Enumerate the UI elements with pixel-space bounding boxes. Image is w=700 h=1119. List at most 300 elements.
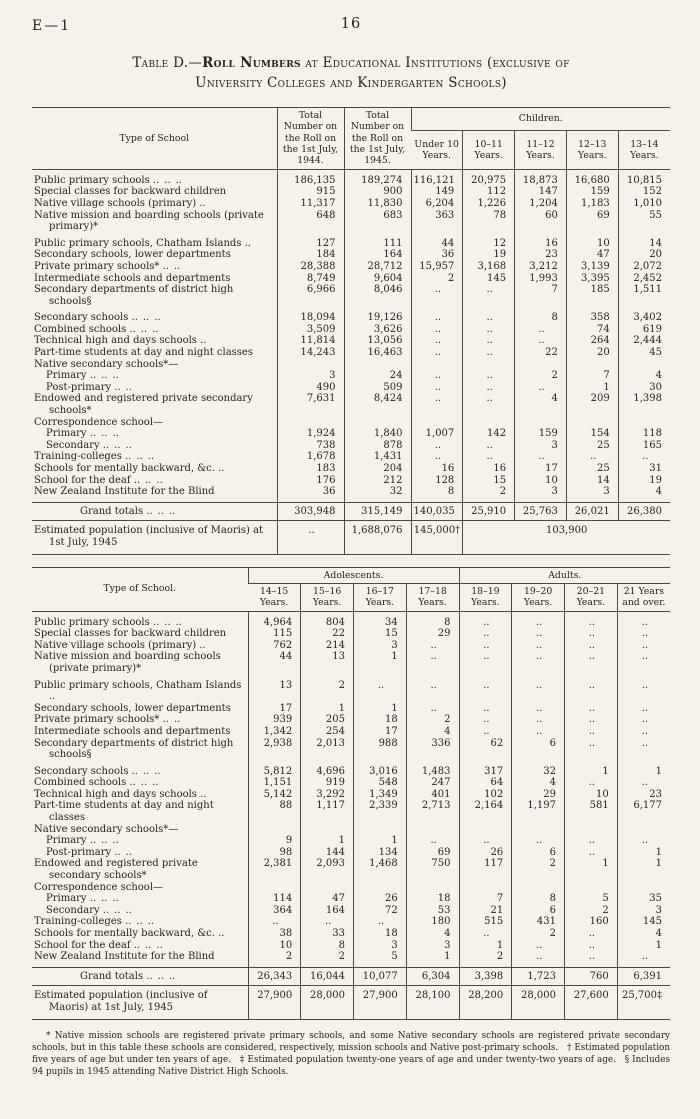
cell-value: 25,910 xyxy=(463,502,515,521)
cell-value xyxy=(515,359,567,371)
row-label: Estimated population (inclusive of Maoris) at 1st July, 1945 xyxy=(34,525,264,548)
cell-value xyxy=(515,417,567,429)
cell-value: 14 xyxy=(618,233,670,250)
cell-value: .. xyxy=(411,440,463,452)
cell-value: 32 xyxy=(512,761,565,778)
cell-value: 303,948 xyxy=(277,502,344,521)
cell-value: .. xyxy=(411,347,463,359)
cell-value: 185 xyxy=(566,284,618,307)
cell-value: .. xyxy=(463,324,515,336)
cell-value xyxy=(566,359,618,371)
cell-value xyxy=(617,882,670,894)
table-row xyxy=(32,835,670,847)
table-row xyxy=(32,284,670,307)
cell-value: .. xyxy=(512,640,565,652)
row-label: Technical high and days schools .. xyxy=(34,788,207,800)
cell-value: 13 xyxy=(301,651,354,674)
cell-value: .. xyxy=(565,847,618,859)
col-group-children: Children. xyxy=(411,108,670,131)
cell-value: 2 xyxy=(565,905,618,917)
cell-value: .. xyxy=(459,675,512,703)
table-row xyxy=(32,382,670,394)
row-label: Intermediate schools and departments xyxy=(34,272,231,284)
cell-value: 14,243 xyxy=(277,347,344,359)
table1-header xyxy=(32,108,670,170)
table-row xyxy=(32,417,670,429)
cell-value: .. xyxy=(411,284,463,307)
page-header xyxy=(32,16,670,36)
cell-value: 1,840 xyxy=(344,428,411,440)
cell-value xyxy=(301,882,354,894)
population-row xyxy=(32,986,670,1019)
table-row xyxy=(32,249,670,261)
cell-value: 804 xyxy=(301,611,354,628)
cell-value: 1,993 xyxy=(515,273,567,285)
row-label: Native secondary schools*— xyxy=(34,823,179,835)
cell-value: 13,056 xyxy=(344,335,411,347)
col-header-15-16: 15–16 Years. xyxy=(301,583,354,611)
cell-value: 45 xyxy=(618,347,670,359)
grand-totals-row xyxy=(32,502,670,521)
cell-value: 3,398 xyxy=(459,967,512,986)
cell-value: 878 xyxy=(344,440,411,452)
cell-value: .. xyxy=(459,835,512,847)
table-row xyxy=(32,905,670,917)
table-title xyxy=(32,54,670,93)
table2-footer xyxy=(32,967,670,1019)
row-label: Public primary schools, Chatham Islands .. xyxy=(34,679,242,703)
cell-value: 30 xyxy=(618,382,670,394)
cell-value: 3 xyxy=(515,440,567,452)
cell-value: 1,226 xyxy=(463,198,515,210)
cell-value: 7,631 xyxy=(277,393,344,416)
table-row xyxy=(32,198,670,210)
cell-value: 98 xyxy=(248,847,301,859)
cell-value xyxy=(411,359,463,371)
col-header-14-15: 14–15 Years. xyxy=(248,583,301,611)
cell-value xyxy=(617,824,670,836)
table-row xyxy=(32,714,670,726)
cell-value: .. xyxy=(512,611,565,628)
table-row xyxy=(32,882,670,894)
cell-value: 5 xyxy=(565,893,618,905)
cell-value: .. xyxy=(411,382,463,394)
cell-value: .. xyxy=(617,675,670,703)
cell-value: .. xyxy=(411,393,463,416)
cell-value: 26,021 xyxy=(566,502,618,521)
cell-value: .. xyxy=(406,640,459,652)
cell-value: 1 xyxy=(354,835,407,847)
cell-value: 1 xyxy=(354,703,407,715)
cell-value: 3,292 xyxy=(301,789,354,801)
cell-value: 10,815 xyxy=(618,169,670,186)
cell-value: .. xyxy=(565,951,618,967)
cell-value: 28,200 xyxy=(459,986,512,1019)
cell-value: 6 xyxy=(512,738,565,761)
cell-value: 69 xyxy=(566,210,618,233)
cell-value: 28,388 xyxy=(277,261,344,273)
cell-value: .. xyxy=(617,611,670,628)
row-label: Secondary .. .. .. xyxy=(46,439,132,451)
cell-value: 145 xyxy=(617,916,670,928)
cell-value: 17 xyxy=(354,726,407,738)
table-row xyxy=(32,186,670,198)
cell-value: 3,139 xyxy=(566,261,618,273)
footnotes: * Native mission schools are registered private primary schools, and some Native secondary schools are registered private secondary schools, but in this table these schools are considered, respectively, mission schools and Native post-primary schools. † Estimated population five years of age but under ten years of age. ‡ Estimated population twenty-one years of age and under twenty-two years of age. § Includes 94 pupils in 1945 attending Native District High Schools. xyxy=(32,1030,670,1077)
cell-value: .. xyxy=(459,628,512,640)
cell-value: 4,964 xyxy=(248,611,301,628)
cell-value: 159 xyxy=(566,186,618,198)
cell-value: 3,168 xyxy=(463,261,515,273)
cell-value: 27,900 xyxy=(354,986,407,1019)
cell-value: 915 xyxy=(277,186,344,198)
cell-value: .. xyxy=(463,335,515,347)
cell-value: .. xyxy=(515,451,567,463)
cell-value: 164 xyxy=(301,905,354,917)
table-row xyxy=(32,951,670,967)
cell-value: .. xyxy=(617,777,670,789)
cell-value: 69 xyxy=(406,847,459,859)
row-label: Combined schools .. .. .. xyxy=(34,777,159,789)
cell-value: 16,463 xyxy=(344,347,411,359)
title-bold: Roll Numbers xyxy=(202,55,301,71)
table-row xyxy=(32,628,670,640)
cell-value: 11,814 xyxy=(277,335,344,347)
cell-value: .. xyxy=(617,640,670,652)
table-row xyxy=(32,210,670,233)
cell-value: .. xyxy=(512,714,565,726)
cell-value: 159 xyxy=(515,428,567,440)
cell-value: 1,349 xyxy=(354,789,407,801)
row-label: Primary .. .. .. xyxy=(46,428,119,440)
cell-value: .. xyxy=(565,640,618,652)
cell-value xyxy=(459,824,512,836)
table-row xyxy=(32,393,670,416)
cell-value: .. xyxy=(411,324,463,336)
table-row xyxy=(32,428,670,440)
cell-value: .. xyxy=(512,726,565,738)
cell-value: 5,142 xyxy=(248,789,301,801)
cell-value: 4 xyxy=(406,928,459,940)
cell-value: 1,117 xyxy=(301,800,354,823)
cell-value: 2,072 xyxy=(618,261,670,273)
cell-value: 1 xyxy=(459,940,512,952)
cell-value xyxy=(512,824,565,836)
cell-value: 20,975 xyxy=(463,169,515,186)
cell-value: 32 xyxy=(344,486,411,502)
col-header-type-of-school: Type of School. xyxy=(32,567,248,611)
cell-value: 3,016 xyxy=(354,761,407,778)
row-label: Schools for mentally backward, &c. .. xyxy=(34,928,225,939)
col-header-19-20: 19–20 Years. xyxy=(512,583,565,611)
row-label: Public primary schools, Chatham Islands .. xyxy=(34,237,251,249)
cell-value: .. xyxy=(617,703,670,715)
cell-value: 35 xyxy=(617,893,670,905)
cell-value xyxy=(248,824,301,836)
col-header-13-14: 13–14 Years. xyxy=(618,131,670,170)
row-label: New Zealand Institute for the Blind xyxy=(34,951,215,963)
cell-value: 88 xyxy=(248,800,301,823)
cell-value: 31 xyxy=(618,463,670,475)
cell-value: 738 xyxy=(277,440,344,452)
cell-value: .. xyxy=(565,611,618,628)
cell-value: 1,342 xyxy=(248,726,301,738)
cell-value xyxy=(406,824,459,836)
cell-value: 47 xyxy=(566,249,618,261)
cell-value: .. xyxy=(459,640,512,652)
cell-value: 20 xyxy=(566,347,618,359)
cell-value: 1 xyxy=(301,835,354,847)
cell-value: 6,304 xyxy=(406,967,459,986)
col-header-total-1945: Total Number on the Roll on the 1st July, 1945. xyxy=(344,108,411,170)
table-row xyxy=(32,370,670,382)
cell-value: 64 xyxy=(459,777,512,789)
cell-value: 183 xyxy=(277,463,344,475)
cell-value: 6,966 xyxy=(277,284,344,307)
cell-value: 2 xyxy=(411,273,463,285)
cell-value: 142 xyxy=(463,428,515,440)
cell-value xyxy=(354,882,407,894)
cell-value: 53 xyxy=(406,905,459,917)
row-label: School for the deaf .. .. .. xyxy=(34,474,163,486)
cell-value: 176 xyxy=(277,475,344,487)
cell-value: 2 xyxy=(463,486,515,502)
cell-value: 3 xyxy=(354,940,407,952)
cell-value: 760 xyxy=(565,967,618,986)
cell-value: 1,678 xyxy=(277,451,344,463)
col-header-16-17: 16–17 Years. xyxy=(354,583,407,611)
cell-value xyxy=(344,417,411,429)
cell-value: 204 xyxy=(344,463,411,475)
table-row xyxy=(32,675,670,703)
cell-value: 140,035 xyxy=(411,502,463,521)
cell-value: 1 xyxy=(617,847,670,859)
cell-value: 3,402 xyxy=(618,307,670,324)
cell-value: 128 xyxy=(411,475,463,487)
cell-value: .. xyxy=(617,726,670,738)
table-row xyxy=(32,893,670,905)
col-header-20-21: 20–21 Years. xyxy=(565,583,618,611)
cell-value: .. xyxy=(617,651,670,674)
cell-value: .. xyxy=(617,951,670,967)
cell-value: 8 xyxy=(515,307,567,324)
cell-value: 3 xyxy=(566,486,618,502)
cell-value: .. xyxy=(565,928,618,940)
cell-value: 36 xyxy=(411,249,463,261)
cell-value: 14 xyxy=(566,475,618,487)
cell-value: 2,381 xyxy=(248,858,301,881)
cell-value: .. xyxy=(406,675,459,703)
cell-value: 115 xyxy=(248,628,301,640)
cell-value: 27,900 xyxy=(248,986,301,1019)
cell-value: 254 xyxy=(301,726,354,738)
cell-value: .. xyxy=(411,335,463,347)
cell-value: 22 xyxy=(301,628,354,640)
cell-value: 18,873 xyxy=(515,169,567,186)
table-row xyxy=(32,726,670,738)
cell-value: 10 xyxy=(566,233,618,250)
table-row xyxy=(32,777,670,789)
cell-value: 44 xyxy=(411,233,463,250)
cell-value xyxy=(354,824,407,836)
cell-value: 62 xyxy=(459,738,512,761)
cell-value xyxy=(566,417,618,429)
cell-value: 6,391 xyxy=(617,967,670,986)
cell-value: 164 xyxy=(344,249,411,261)
cell-value: 18,094 xyxy=(277,307,344,324)
cell-value: 3,395 xyxy=(566,273,618,285)
table-row xyxy=(32,824,670,836)
cell-value: 363 xyxy=(411,210,463,233)
cell-value: .. xyxy=(277,521,344,554)
cell-value xyxy=(463,359,515,371)
row-label: Public primary schools .. .. .. xyxy=(34,174,182,186)
cell-value: .. xyxy=(459,651,512,674)
row-label: Training-colleges .. .. .. xyxy=(34,451,155,463)
cell-value: .. xyxy=(565,675,618,703)
cell-value: 762 xyxy=(248,640,301,652)
row-label: Private primary schools* .. .. xyxy=(34,260,181,272)
cell-value: 118 xyxy=(618,428,670,440)
cell-value: 28,712 xyxy=(344,261,411,273)
cell-value: 5 xyxy=(354,951,407,967)
cell-value: 3 xyxy=(277,370,344,382)
cell-value: .. xyxy=(617,738,670,761)
cell-value xyxy=(618,417,670,429)
table-row xyxy=(32,486,670,502)
row-label: Correspondence school— xyxy=(34,881,164,893)
cell-value: 939 xyxy=(248,714,301,726)
col-header-10-11: 10–11 Years. xyxy=(463,131,515,170)
cell-value: 44 xyxy=(248,651,301,674)
cell-value: .. xyxy=(463,451,515,463)
cell-value: 1,007 xyxy=(411,428,463,440)
cell-value: .. xyxy=(512,651,565,674)
row-label: Schools for mentally backward, &c. .. xyxy=(34,463,225,475)
cell-value: 8,424 xyxy=(344,393,411,416)
cell-value: 515 xyxy=(459,916,512,928)
col-group-adolescents: Adolescents. xyxy=(248,567,459,583)
table-row xyxy=(32,475,670,487)
cell-value: 27,600 xyxy=(565,986,618,1019)
cell-value: 2 xyxy=(515,370,567,382)
cell-value: 2 xyxy=(248,951,301,967)
cell-value: .. xyxy=(565,777,618,789)
row-label: Secondary schools, lower departments xyxy=(34,249,231,261)
cell-value: .. xyxy=(515,335,567,347)
cell-value: 184 xyxy=(277,249,344,261)
cell-value: .. xyxy=(354,916,407,928)
cell-value: 2,452 xyxy=(618,273,670,285)
cell-value xyxy=(301,824,354,836)
cell-value: 431 xyxy=(512,916,565,928)
cell-value: 17 xyxy=(248,703,301,715)
cell-value: 26,343 xyxy=(248,967,301,986)
cell-value: 2,339 xyxy=(354,800,407,823)
cell-value: 209 xyxy=(566,393,618,416)
cell-value: 19 xyxy=(463,249,515,261)
cell-value: 1 xyxy=(617,940,670,952)
grand-totals-row xyxy=(32,967,670,986)
row-label: Native village schools (primary) .. xyxy=(34,197,206,209)
cell-value: 2 xyxy=(512,858,565,881)
cell-value: .. xyxy=(565,940,618,952)
row-label: Part-time students at day and night classes xyxy=(34,800,214,824)
cell-value: 205 xyxy=(301,714,354,726)
cell-value: 23 xyxy=(617,789,670,801)
cell-value: .. xyxy=(406,651,459,674)
cell-value: .. xyxy=(565,738,618,761)
cell-value: .. xyxy=(411,307,463,324)
cell-value: .. xyxy=(566,451,618,463)
table-row xyxy=(32,847,670,859)
row-label: Endowed and registered private secondary schools* xyxy=(34,393,253,417)
cell-value: 145,000† xyxy=(411,521,463,554)
cell-value: 2 xyxy=(301,951,354,967)
cell-value: 212 xyxy=(344,475,411,487)
cell-value: .. xyxy=(617,714,670,726)
cell-value: 19 xyxy=(618,475,670,487)
cell-value: 8 xyxy=(406,611,459,628)
cell-value: .. xyxy=(406,835,459,847)
cell-value: 25,700‡ xyxy=(617,986,670,1019)
cell-value: 1 xyxy=(565,858,618,881)
table-row xyxy=(32,703,670,715)
cell-value: 102 xyxy=(459,789,512,801)
cell-value: 17 xyxy=(515,463,567,475)
cell-value: 18 xyxy=(406,893,459,905)
cell-value: 2 xyxy=(459,951,512,967)
cell-value: .. xyxy=(463,382,515,394)
cell-value: 111 xyxy=(344,233,411,250)
cell-value: 988 xyxy=(354,738,407,761)
cell-value: .. xyxy=(406,703,459,715)
cell-value: 315,149 xyxy=(344,502,411,521)
cell-value: 4 xyxy=(512,777,565,789)
table-row xyxy=(32,800,670,823)
cell-value xyxy=(277,359,344,371)
table-row xyxy=(32,611,670,628)
cell-value: 2,444 xyxy=(618,335,670,347)
cell-value: 114 xyxy=(248,893,301,905)
cell-value: 247 xyxy=(406,777,459,789)
row-label: Private primary schools* .. .. xyxy=(34,714,181,726)
cell-value: 2 xyxy=(301,675,354,703)
cell-value: 1,151 xyxy=(248,777,301,789)
col-header-total-1944: Total Number on the Roll on the 1st July, 1944. xyxy=(277,108,344,170)
cell-value: 214 xyxy=(301,640,354,652)
cell-value: 619 xyxy=(618,324,670,336)
cell-value: 117 xyxy=(459,858,512,881)
cell-value: 1 xyxy=(301,703,354,715)
table1-body xyxy=(32,169,670,502)
cell-value: 25,763 xyxy=(515,502,567,521)
cell-value: 1 xyxy=(617,858,670,881)
cell-value: 34 xyxy=(354,611,407,628)
cell-value: .. xyxy=(354,675,407,703)
population-row xyxy=(32,521,670,554)
row-label: Native secondary schools*— xyxy=(34,358,179,370)
cell-value: .. xyxy=(463,284,515,307)
cell-value: 3 xyxy=(515,486,567,502)
cell-value: 1,183 xyxy=(566,198,618,210)
cell-value: .. xyxy=(512,628,565,640)
cell-value: .. xyxy=(565,726,618,738)
cell-value: 25 xyxy=(566,463,618,475)
cell-value: 19,126 xyxy=(344,307,411,324)
row-label: Technical high and days schools .. xyxy=(34,335,207,347)
row-label: Grand totals .. .. .. xyxy=(32,502,277,521)
